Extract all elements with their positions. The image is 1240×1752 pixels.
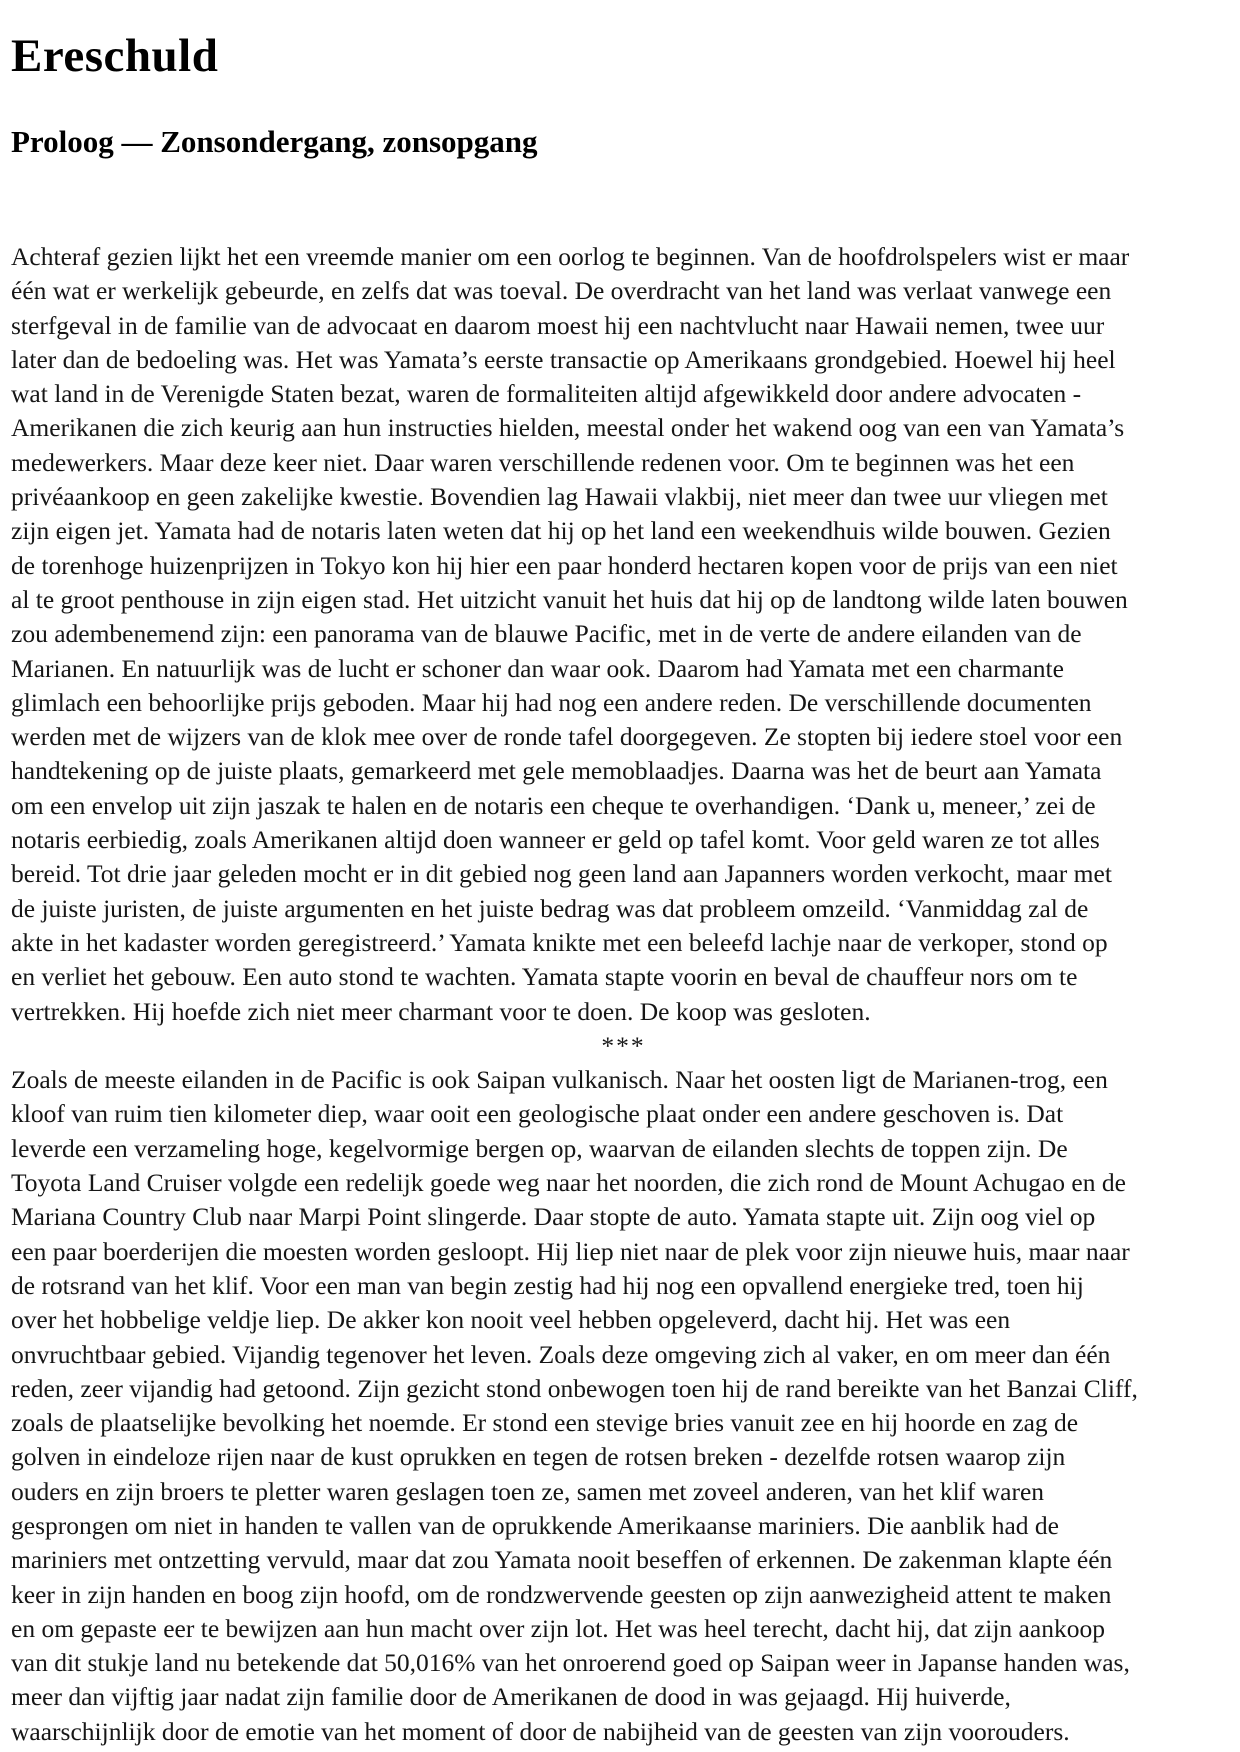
text-line: waarschijnlijk door de emotie van het moment of door de nabijheid van de geesten van zijn voorouders. [11,1716,1070,1746]
text-line: keer in zijn handen en boog zijn hoofd, om de rondzwervende geesten op zijn aanwezigheid attent te maken [11,1579,1112,1609]
text-line: en verliet het gebouw. Een auto stond te wachten. Yamata stapte voorin en beval de chauffeur nors om te [11,962,1078,992]
text-line: zoals de plaatselijke bevolking het noemde. Er stond een stevige bries vanuit zee en hij hoorde en zag de [11,1408,1079,1438]
text-line: later dan de bedoeling was. Het was Yamata’s eerste transactie op Amerikaans grondgebied. Hoewel hij heel [11,344,1116,374]
chapter-heading: Proloog — Zonsondergang, zonsopgang [11,124,538,159]
text-line: de rotsrand van het klif. Voor een man van begin zestig had hij nog een opvallend energieke tred, toen hij [11,1270,1084,1300]
text-line: vertrekken. Hij hoefde zich niet meer charmant voor te doen. De koop was gesloten. [11,996,871,1026]
text-line: Marianen. En natuurlijk was de lucht er schoner dan waar ook. Daarom had Yamata met een charmante [11,653,1064,683]
text-line: Mariana Country Club naar Marpi Point slingerde. Daar stopte de auto. Yamata stapte uit. Zijn oog viel op [11,1202,1096,1232]
text-line: Toyota Land Cruiser volgde een redelijk goede weg naar het noorden, die zich rond de Mount Achugao en de [11,1168,1126,1198]
text-line: leverde een verzameling hoge, kegelvormige bergen op, waarvan de eilanden slechts de toppen zijn. De [11,1133,1068,1163]
text-line: gesprongen om niet in handen te vallen van de oprukkende Amerikaanse mariniers. Die aanblik had de [11,1510,1059,1540]
text-line: sterfgeval in de familie van de advocaat en daarom moest hij een nachtvlucht naar Hawaii nemen, twee uur [11,310,1105,340]
text-line: de torenhoge huizenprijzen in Tokyo kon hij hier een paar honderd hectaren kopen voor de prijs van een niet [11,550,1118,580]
body-text [11,240,1236,1749]
text-line: golven in eindeloze rijen naar de kust oprukken en tegen de rotsen breken - dezelfde rotsen waarop zijn [11,1442,1066,1472]
text-line: om een envelop uit zijn jaszak te halen en de notaris een cheque te overhandigen. ‘Dank u, meneer,’ zei de [11,790,1096,820]
text-line: notaris eerbiedig, zoals Amerikanen altijd doen wanneer er geld op tafel komt. Voor geld waren ze tot alles [11,825,1100,855]
text-line: en om gepaste eer te bewijzen aan hun macht over zijn lot. Het was heel terecht, dacht hij, dat zijn aankoop [11,1613,1105,1643]
text-line: over het hobbelige veldje liep. De akker kon nooit veel hebben opgeleverd, dacht hij. Het was een [11,1305,1011,1335]
text-line: mariniers met ontzetting vervuld, maar dat zou Yamata nooit beseffen of erkennen. De zakenman klapte één [11,1545,1113,1575]
text-line: al te groot penthouse in zijn eigen stad. Het uitzicht vanuit het huis dat hij op de landtong wilde laten bouwen [11,584,1128,614]
text-line: een paar boerderijen die moesten worden gesloopt. Hij liep niet naar de plek voor zijn nieuwe huis, maar naar [11,1236,1130,1266]
text-line: werden met de wijzers van de klok mee over de ronde tafel doorgegeven. Ze stopten bij iedere stoel voor een [11,722,1123,752]
text-line: onvruchtbaar gebied. Vijandig tegenover het leven. Zoals deze omgeving zich al vaker, en om meer dan één [11,1339,1111,1369]
text-line: ouders en zijn broers te pletter waren geslagen toen ze, samen met zoveel anderen, van het klif waren [11,1476,1045,1506]
text-line: de juiste juristen, de juiste argumenten en het juiste bedrag was dat probleem omzeild. ‘Vanmiddag zal de [11,893,1089,923]
text-line: van dit stukje land nu betekende dat 50,016% van het onroerend goed op Saipan weer in Japanse handen was, [11,1648,1130,1678]
text-line: zou adembenemend zijn: een panorama van de blauwe Pacific, met in de verte de andere eilanden van de [11,619,1082,649]
text-line: bereid. Tot drie jaar geleden mocht er in dit gebied nog geen land aan Japanners worden verkocht, maar met [11,859,1112,889]
text-line: wat land in de Verenigde Staten bezat, waren de formaliteiten altijd afgewikkeld door andere advocaten - [11,379,1082,409]
text-line: akte in het kadaster worden geregistreerd.’ Yamata knikte met een beleefd lachje naar de verkoper, stond op [11,927,1108,957]
text-line: kloof van ruim tien kilometer diep, waar ooit een geologische plaat onder een andere geschoven is. Dat [11,1099,1064,1129]
text-line: Achteraf gezien lijkt het een vreemde manier om een oorlog te beginnen. Van de hoofdrolspelers wist er maar [11,242,1130,271]
text-line: zijn eigen jet. Yamata had de notaris laten weten dat hij op het land een weekendhuis wilde bouwen. Gezien [11,516,1111,546]
text-line: reden, zeer vijandig had getoond. Zijn gezicht stond onbewogen toen hij de rand bereikte van het Banzai Cliff, [11,1373,1138,1403]
text-line: medewerkers. Maar deze keer niet. Daar waren verschillende redenen voor. Om te beginnen was het een [11,447,1075,477]
text-line: Zoals de meeste eilanden in de Pacific is ook Saipan vulkanisch. Naar het oosten ligt de Marianen-trog, een [11,1065,1108,1095]
text-line: glimlach een behoorlijke prijs geboden. Maar hij had nog een andere reden. De verschillende documenten [11,687,1092,717]
text-line: handtekening op de juiste plaats, gemarkeerd met gele memoblaadjes. Daarna was het de beurt aan Yamata [11,756,1102,786]
section-separator: *** [601,1030,646,1060]
text-line: één wat er werkelijk gebeurde, en zelfs dat was toeval. De overdracht van het land was verlaat vanwege een [11,276,1112,306]
text-line: meer dan vijftig jaar nadat zijn familie door de Amerikanen de dood in was gejaagd. Hij huiverde, [11,1682,1011,1712]
text-line: privéaankoop en geen zakelijke kwestie. Bovendien lag Hawaii vlakbij, niet meer dan twee uur vliegen met [11,482,1108,512]
text-line: Amerikanen die zich keurig aan hun instructies hielden, meestal onder het wakend oog van een van Yamata’s [11,413,1125,443]
book-title: Ereschuld [11,30,219,82]
